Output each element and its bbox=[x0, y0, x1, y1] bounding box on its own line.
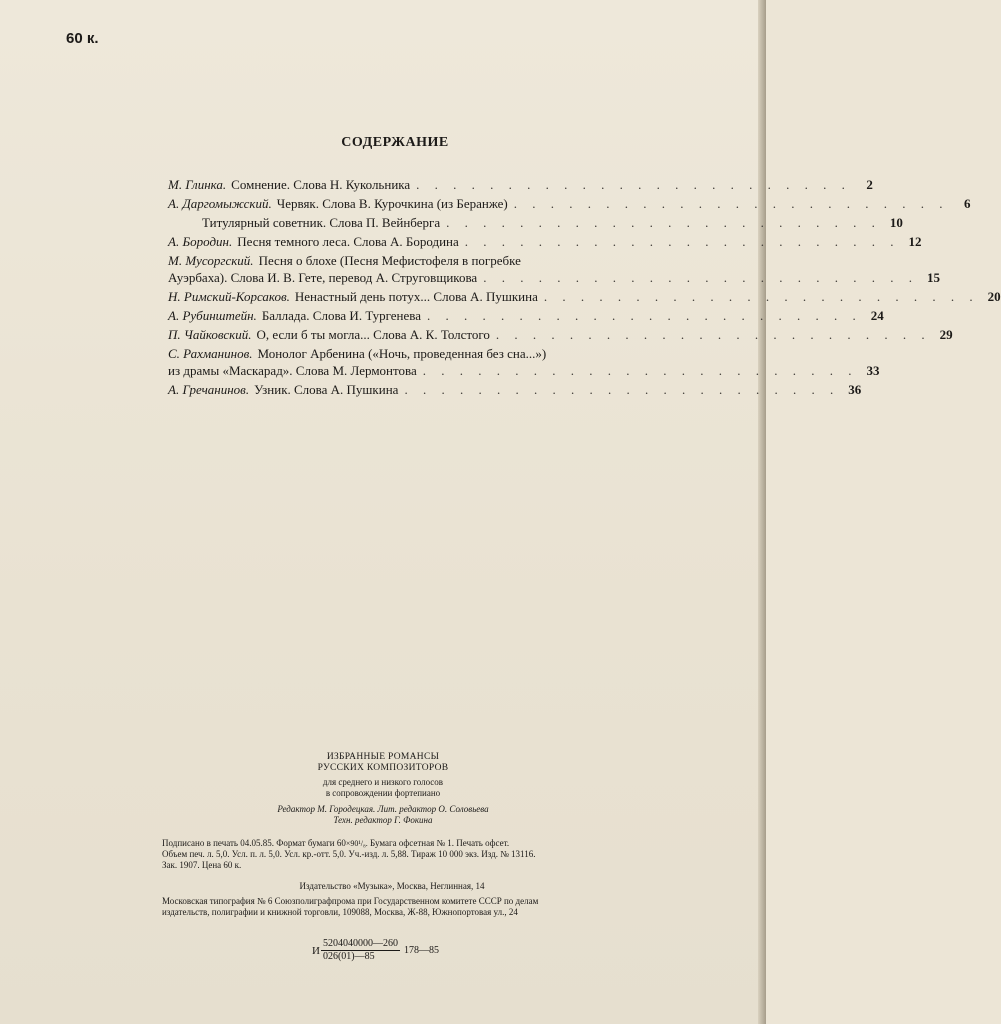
toc-leader-dots: . . . . . . . . . . . . . . . . . . . . . . . . bbox=[513, 196, 949, 211]
toc-entry-line bbox=[168, 234, 922, 251]
toc-title: СОДЕРЖАНИЕ bbox=[341, 135, 449, 150]
toc-page-number: 15 bbox=[926, 270, 940, 285]
toc-title-text: Песня темного леса. Слова А. Бородина bbox=[237, 234, 459, 249]
toc-leader-dots: . . . . . . . . . . . . . . . . . . . . . . . . bbox=[404, 382, 840, 397]
toc-entry-line bbox=[168, 289, 1001, 306]
toc-entry-line bbox=[168, 215, 903, 232]
imprint-subtitle-1: для среднего и низкого голосов bbox=[322, 777, 444, 787]
toc-entry bbox=[168, 382, 862, 401]
typography-line-2: издательств, полиграфии и книжной торговли, 109088, Москва, Ж-88, Южнопортовая ул., 24 bbox=[162, 907, 518, 917]
print-details bbox=[162, 838, 622, 871]
toc-entry bbox=[168, 346, 880, 382]
toc-title-text: Ауэрбаха). Слова И. В. Гете, перевод А. Струговщикова bbox=[168, 270, 478, 285]
toc-leader-dots: . . . . . . . . . . . . . . . . . . . . . . . . bbox=[422, 363, 858, 378]
toc-page-number: 12 bbox=[908, 234, 922, 249]
toc-entry-line bbox=[168, 196, 971, 213]
toc-composer: А. Рубинштейн. bbox=[168, 308, 257, 323]
paper-format-fraction: ×90¹/₈. bbox=[345, 839, 368, 848]
toc-title-text: Песня о блохе (Песня Мефистофеля в погребке bbox=[258, 253, 521, 268]
toc-entry-line bbox=[168, 308, 884, 325]
print-details-line-1b: Бумага офсетная № 1. Печать офсет. bbox=[367, 838, 510, 848]
toc-composer: М. Глинка. bbox=[168, 177, 227, 192]
toc-title-text: Сомнение. Слова Н. Кукольника bbox=[231, 177, 411, 192]
toc-page-number: 24 bbox=[870, 308, 884, 323]
toc-entry-line bbox=[168, 177, 873, 194]
toc-entry bbox=[168, 196, 971, 215]
price-label: 60 к. bbox=[66, 30, 99, 47]
toc-entry-line bbox=[168, 270, 940, 287]
toc-composer: Н. Римский-Корсаков. bbox=[168, 289, 290, 304]
toc-composer: С. Рахманинов. bbox=[168, 346, 253, 361]
toc-title-text: Монолог Арбенина («Ночь, проведенная без сна...») bbox=[257, 346, 547, 361]
toc-entry-line bbox=[168, 382, 862, 399]
toc-page-number: 29 bbox=[939, 327, 953, 342]
toc-entry-line bbox=[168, 346, 623, 363]
toc-entry bbox=[168, 177, 873, 196]
imprint-title-2: РУССКИХ КОМПОЗИТОРОВ bbox=[317, 763, 449, 773]
publication-code bbox=[312, 938, 439, 963]
code-denominator: 026(01)—85 bbox=[322, 951, 375, 962]
imprint-subtitle-2: в сопровождении фортепиано bbox=[325, 788, 441, 798]
print-details-line-1 bbox=[162, 838, 622, 849]
code-tail: 178—85 bbox=[403, 945, 439, 956]
toc-title-text: Узник. Слова А. Пушкина bbox=[254, 382, 399, 397]
code-numerator: 5204040000—260 bbox=[322, 938, 398, 949]
toc-composer: А. Гречанинов. bbox=[168, 382, 250, 397]
print-details-line-1a: Подписано в печать 04.05.85. Формат бумаги 60 bbox=[162, 838, 346, 848]
toc-entry bbox=[168, 327, 953, 346]
toc-entry-gap bbox=[168, 399, 623, 401]
toc-title-text: Титулярный советник. Слова П. Вейнберга bbox=[202, 215, 441, 230]
typography-info bbox=[162, 896, 622, 918]
imprint-editors: Редактор М. Городецкая. Лит. редактор О. Соловьева bbox=[277, 804, 489, 814]
toc-leader-dots: . . . . . . . . . . . . . . . . . . . . . . . . bbox=[416, 177, 851, 192]
toc-page-number: 2 bbox=[866, 177, 873, 192]
toc-title-text: Червяк. Слова В. Курочкина (из Беранже) bbox=[276, 196, 508, 211]
print-details-line-2: Объем печ. л. 5,0. Усл. п. л. 5,0. Усл. кр.-отт. 5,0. Уч.-изд. л. 5,88. Тираж 10 000 экз. Изд. № 13116. bbox=[162, 849, 536, 859]
toc-entry bbox=[168, 308, 884, 327]
code-fraction bbox=[321, 938, 400, 963]
publisher: Издательство «Музыка», Москва, Неглинная, 14 bbox=[299, 881, 485, 891]
toc-entry bbox=[168, 289, 1001, 308]
print-details-line-3: Зак. 1907. Цена 60 к. bbox=[162, 860, 242, 870]
toc-composer: М. Мусоргский. bbox=[168, 253, 254, 268]
toc-leader-dots: . . . . . . . . . . . . . . . . . . . . . . . . bbox=[464, 234, 900, 249]
toc-entry-line bbox=[168, 327, 953, 344]
toc-title-text: из драмы «Маскарад». Слова М. Лермонтова bbox=[168, 363, 417, 378]
page-edge bbox=[758, 0, 766, 1024]
toc-page-number: 10 bbox=[889, 215, 903, 230]
toc-leader-dots: . . . . . . . . . . . . . . . . . . . . . . . . bbox=[446, 215, 881, 230]
toc-page-number: 36 bbox=[848, 382, 862, 397]
toc-page-number: 33 bbox=[866, 363, 880, 378]
toc-title-text: Баллада. Слова И. Тургенева bbox=[261, 308, 422, 323]
imprint-tech-editor: Техн. редактор Г. Фокина bbox=[333, 815, 433, 825]
toc-entry bbox=[168, 253, 940, 289]
toc-composer: А. Даргомыжский. bbox=[168, 196, 272, 211]
toc-leader-dots: . . . . . . . . . . . . . . . . . . . . . . . . bbox=[483, 270, 918, 285]
toc-title-text: О, если б ты могла... Слова А. К. Толстого bbox=[256, 327, 490, 342]
toc-title-text: Ненастный день потух... Слова А. Пушкина bbox=[294, 289, 538, 304]
imprint-header bbox=[0, 752, 766, 826]
toc-composer: А. Бородин. bbox=[168, 234, 233, 249]
imprint-title-1: ИЗБРАННЫЕ РОМАНСЫ bbox=[326, 752, 440, 762]
code-prefix: И bbox=[312, 944, 320, 957]
toc-page-number: 20 bbox=[987, 289, 1001, 304]
toc-leader-dots: . . . . . . . . . . . . . . . . . . . . . . . . bbox=[543, 289, 979, 304]
typography-line-1: Московская типография № 6 Союзполиграфпрома при Государственном комитете СССР по делам bbox=[162, 896, 539, 906]
toc-entry bbox=[168, 234, 922, 253]
toc-leader-dots: . . . . . . . . . . . . . . . . . . . . . . . . bbox=[495, 327, 931, 342]
toc-page-number: 6 bbox=[964, 196, 971, 211]
toc-entry-line bbox=[168, 363, 880, 380]
toc-entry-line bbox=[168, 253, 623, 270]
toc-leader-dots: . . . . . . . . . . . . . . . . . . . . . . . . bbox=[427, 308, 862, 323]
table-of-contents bbox=[168, 177, 1001, 401]
toc-entry bbox=[168, 215, 903, 234]
toc-composer: П. Чайковский. bbox=[168, 327, 252, 342]
